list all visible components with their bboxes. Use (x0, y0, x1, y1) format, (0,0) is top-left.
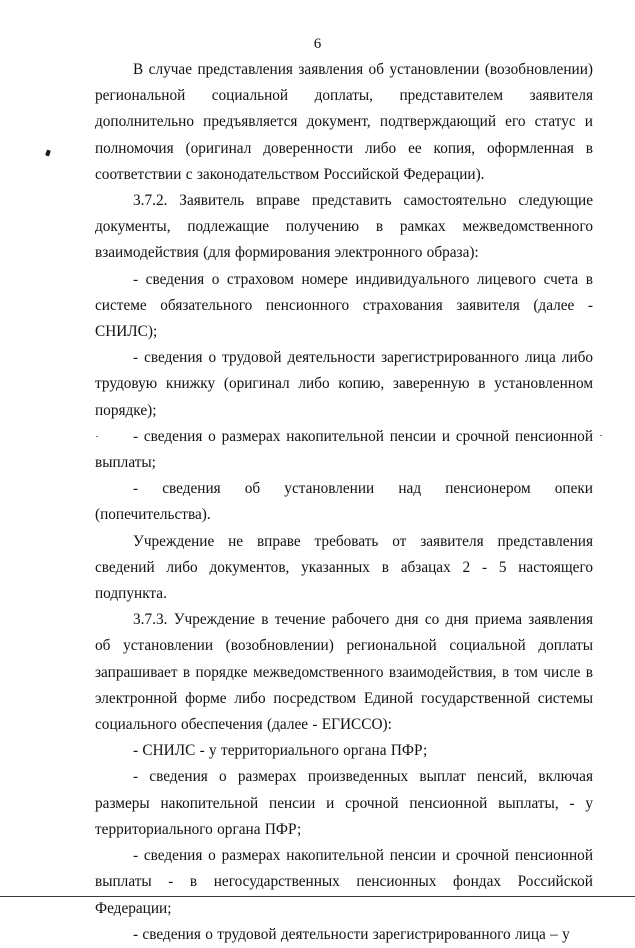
list-item-snils-info: - сведения о страховом номере индивидуального лицевого счета в системе обязательного пенсионного страхования заявителя (далее - СНИЛС); (95, 270, 593, 341)
list-item-guardianship: - сведения об установлении над пенсионером опеки (попечительства). (95, 480, 593, 524)
list-item-pension-payments-pfr: - сведения о размерах произведенных выплат пенсий, включая размеры накопительной пенсии и срочной пенсионной выплаты, - у территориального органа ПФР; (95, 768, 593, 838)
paragraph-representative-document: В случае представления заявления об установлении (возобновлении) региональной социальной доплаты, представителем заявителя дополнительно предъявляется документ, подтверждающий его статус и полномочия (оригинал доверенности либо ее копия, оформленная в соответствии с законодательством Российской Федерации). (95, 61, 593, 183)
scan-edge-line (0, 896, 635, 897)
paragraph-institution-restriction: Учреждение не вправе требовать от заявителя представления сведений либо документов, указанных в абзацах 2 - 5 настоящего подпункта. (95, 532, 593, 603)
list-item-npf-info: - сведения о размерах накопительной пенсии и срочной пенсионной выплаты - в негосударственных пенсионных фондах Российской Федерации; (95, 847, 593, 917)
paragraph-3-7-2: 3.7.2. Заявитель вправе представить самостоятельно следующие документы, подлежащие получению в рамках межведомственного взаимодействия (для формирования электронного образа): (95, 192, 593, 262)
scan-speck (600, 435, 602, 436)
list-item-pension-amounts: - сведения о размерах накопительной пенсии и срочной пенсионной выплаты; (95, 427, 593, 472)
list-item-snils-pfr: - СНИЛС - у территориального органа ПФР; (133, 742, 428, 760)
list-item-labor-activity-request: - сведения о трудовой деятельности зарегистрированного лица – у (133, 925, 570, 943)
list-item-labor-activity: - сведения о трудовой деятельности зарегистрированного лица либо трудовую книжку (оригинал либо копию, заверенную в установленном порядке); (95, 349, 593, 419)
paragraph-3-7-3: 3.7.3. Учреждение в течение рабочего дня со дня приема заявления об установлении (возобновлении) региональной социальной доплаты запрашивает в порядке межведомственного взаимодействия, в том числе в электронной форме либо посредством Единой государственной системы социального обеспечения (далее - ЕГИССО): (95, 611, 593, 734)
document-body (95, 57, 593, 948)
ink-mark (45, 149, 51, 156)
page-number: 6 (313, 36, 322, 52)
